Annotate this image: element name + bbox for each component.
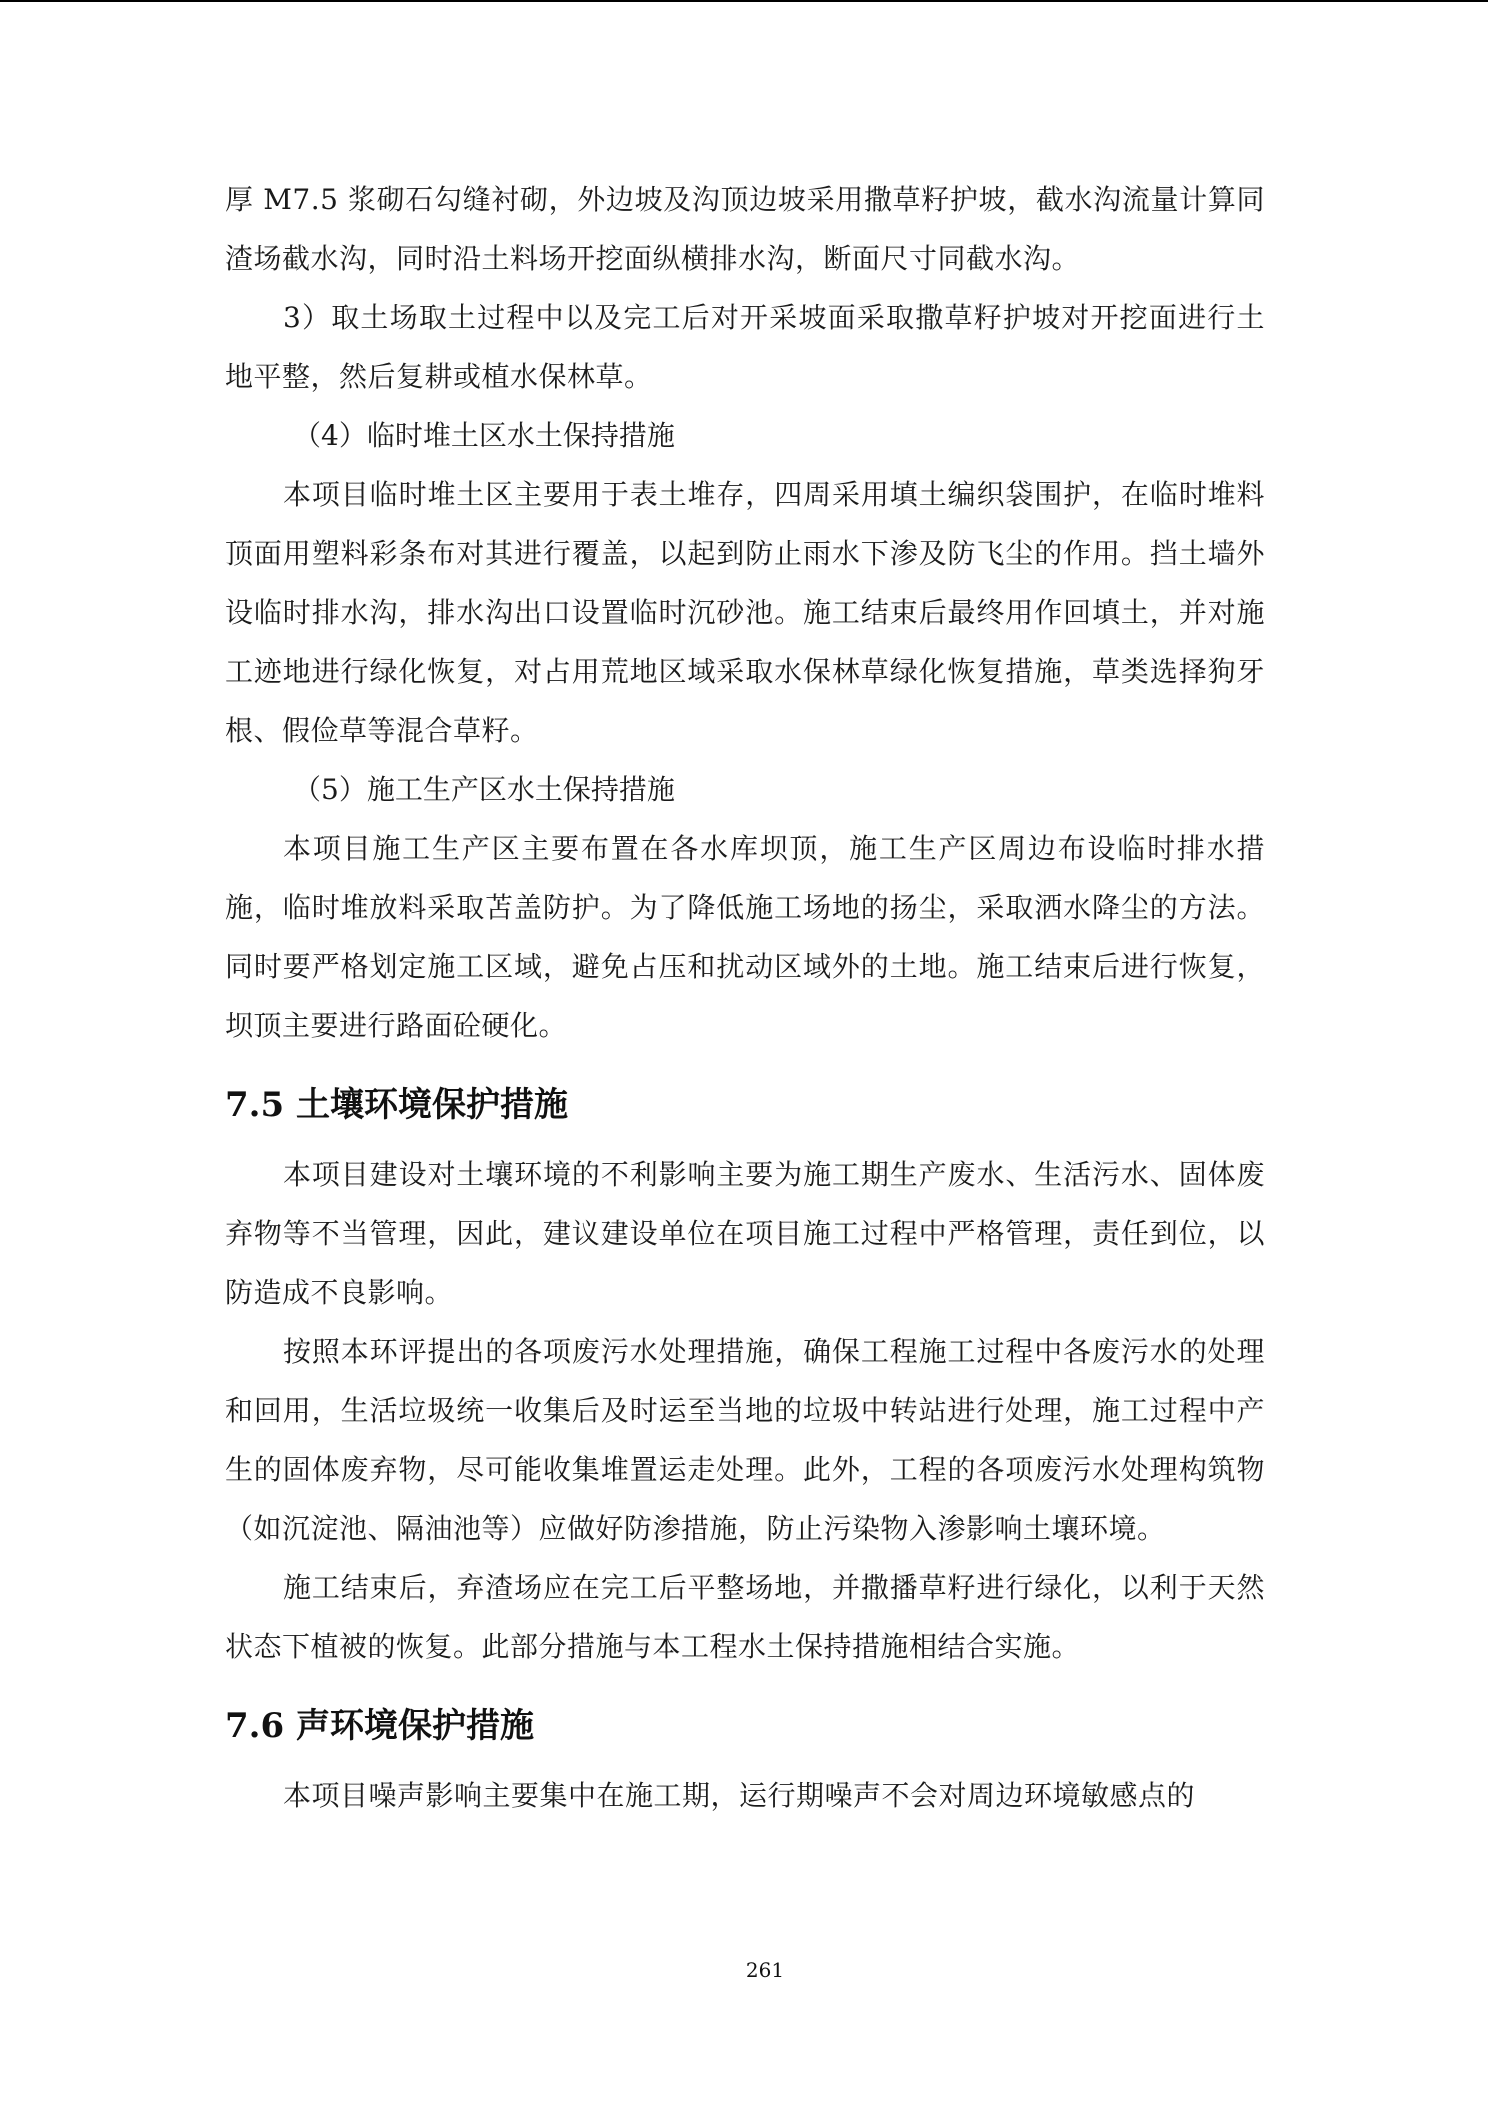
paragraph-noise-1: 本项目噪声影响主要集中在施工期，运行期噪声不会对周边环境敏感点的 bbox=[283, 1779, 1196, 1812]
paragraph-soil-1: 本项目建设对土壤环境的不利影响主要为施工期生产废水、生活污水、固体废弃物等不当管理，因此，建议建设单位在项目施工过程中严格管理，责任到位，以防造成不良影响。 bbox=[225, 1158, 1265, 1309]
document-body bbox=[225, 170, 1265, 1825]
subheading-construction-area: （5）施工生产区水土保持措施 bbox=[293, 773, 675, 806]
paragraph-construction-area: 本项目施工生产区主要布置在各水库坝顶，施工生产区周边布设临时排水措施，临时堆放料采取苫盖防护。为了降低施工场地的扬尘，采取洒水降尘的方法。同时要严格划定施工区域，避免占压和扰动区域外的土地。施工结束后进行恢复，坝顶主要进行路面砼硬化。 bbox=[225, 832, 1265, 1042]
section-heading-7-6: 7.6 声环境保护措施 bbox=[225, 1706, 534, 1746]
subheading-temporary-soil-area: （4）临时堆土区水土保持措施 bbox=[293, 419, 675, 452]
page-number: 261 bbox=[745, 1958, 785, 1982]
page-top-border bbox=[0, 0, 1488, 2]
paragraph-soil-2: 按照本环评提出的各项废污水处理措施，确保工程施工过程中各废污水的处理和回用，生活垃圾统一收集后及时运至当地的垃圾中转站进行处理，施工过程中产生的固体废弃物，尽可能收集堆置运走处理。此外，工程的各项废污水处理构筑物（如沉淀池、隔油池等）应做好防渗措施，防止污染物入渗影响土壤环境。 bbox=[225, 1335, 1265, 1545]
paragraph-continuation: 厚 M7.5 浆砌石勾缝衬砌，外边坡及沟顶边坡采用撒草籽护坡，截水沟流量计算同渣场截水沟，同时沿土料场开挖面纵横排水沟，断面尺寸同截水沟。 bbox=[225, 183, 1265, 275]
paragraph-temporary-soil-area: 本项目临时堆土区主要用于表土堆存，四周采用填土编织袋围护，在临时堆料顶面用塑料彩条布对其进行覆盖，以起到防止雨水下渗及防飞尘的作用。挡土墙外设临时排水沟，排水沟出口设置临时沉砂池。施工结束后最终用作回填土，并对施工迹地进行绿化恢复，对占用荒地区域采取水保林草绿化恢复措施，草类选择狗牙根、假俭草等混合草籽。 bbox=[225, 478, 1265, 747]
section-heading-7-5: 7.5 土壤环境保护措施 bbox=[225, 1085, 568, 1125]
paragraph-item-3: 3）取土场取土过程中以及完工后对开采坡面采取撒草籽护坡对开挖面进行土地平整，然后复耕或植水保林草。 bbox=[225, 301, 1265, 393]
paragraph-soil-3: 施工结束后，弃渣场应在完工后平整场地，并撒播草籽进行绿化，以利于天然状态下植被的恢复。此部分措施与本工程水土保持措施相结合实施。 bbox=[225, 1571, 1265, 1663]
